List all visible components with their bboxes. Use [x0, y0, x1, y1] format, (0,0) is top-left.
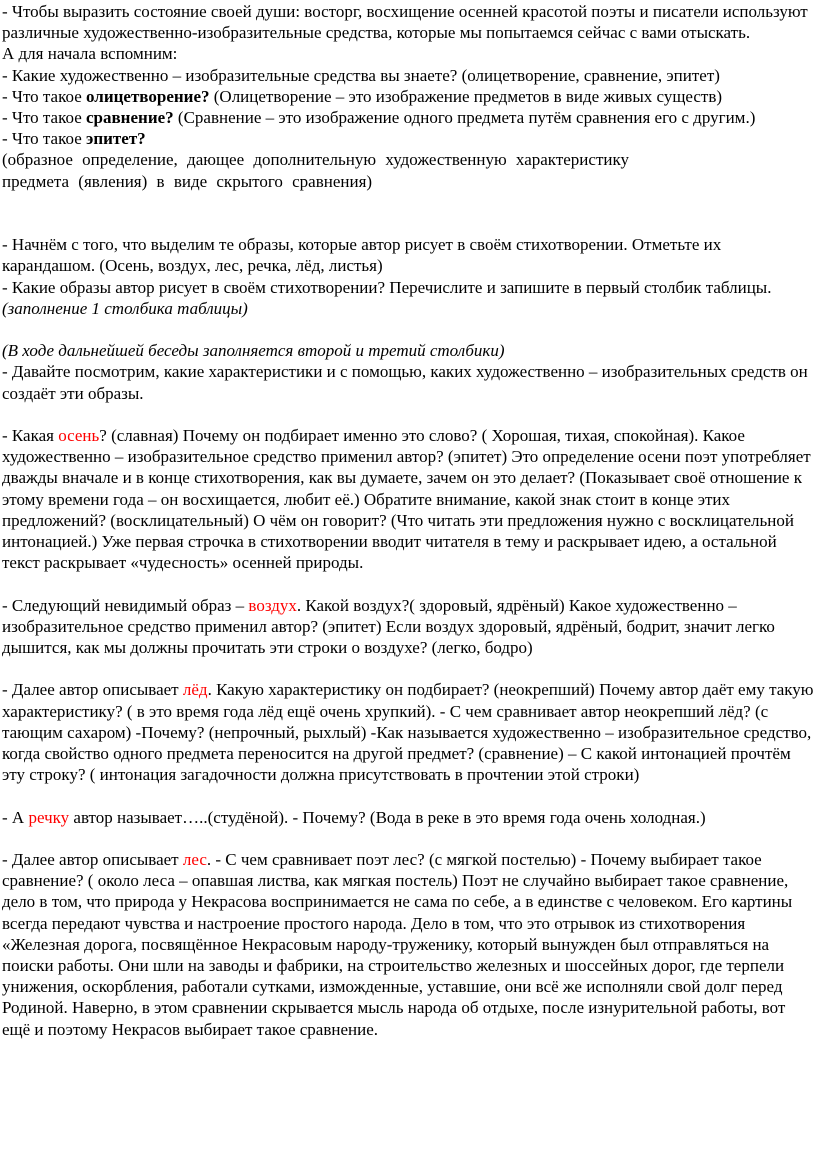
- task-list-paragraph: - Какие образы автор рисует в своём стихотворении? Перечислите и запишите в первый столбик таблицы. (заполнение 1 столбика таблицы): [2, 277, 772, 318]
- spacer: [2, 404, 814, 425]
- image-word-air: воздух: [248, 595, 297, 615]
- question-comparison: - Что такое сравнение? (Сравнение – это изображение одного предмета путём сравнения его с другим.): [2, 108, 756, 128]
- term-epithet: эпитет?: [86, 129, 146, 149]
- task-list-note: (заполнение 1 столбика таблицы): [2, 298, 248, 318]
- spacer: [2, 319, 814, 340]
- look-paragraph: - Давайте посмотрим, какие характеристики и с помощью, каких художественно – изобразительных средств он создаёт эти образы.: [2, 362, 808, 403]
- image-word-river: речку: [28, 807, 70, 827]
- epithet-definition-line-1: (образное определение, дающее дополнительную художественную характеристику: [2, 150, 629, 170]
- spacer: [2, 785, 814, 806]
- forest-paragraph: - Далее автор описывает лес. - С чем сравнивает поэт лес? (с мягкой постелью) - Почему выбирает такое сравнение? ( около леса – опавшая листва, как мягкая постель) Поэт не случайно выбирает такое сравнение, дело в том, что природа у Некрасова воспринимается не сама по себе, а в единстве с человеком. Его картины всегда передают чувства и настроение простого народа. Дело в том, что это отрывок из стихотворения «Железная дорога, посвящённое Некрасовым народу-труженику, который вынужден был отправляться на поиски работы. Они шли на заводы и фабрики, на строительство железных и шоссейных дорог, где терпели унижения, оскорбления, работали сутками, изможденные, уставшие, они всё же исполняли свой долг перед Родиной. Наверно, в этом сравнении скрывается мысль народа об отдыхе, после изнурительной работы, вот ещё и поэтому Некрасов выбирает такое сравнение.: [2, 850, 793, 1039]
- term-comparison: сравнение?: [86, 108, 174, 128]
- image-word-forest: лес: [182, 850, 207, 870]
- question-personification: - Что такое олицетворение? (Олицетворение – это изображение предметов в виде живых существ): [2, 86, 723, 106]
- question-epithet: - Что такое эпитет?: [2, 129, 146, 149]
- autumn-paragraph: - Какая осень? (славная) Почему он подбирает именно это слово? ( Хорошая, тихая, спокойная). Какое художественно – изобразительное средство применил автор? (эпитет) Это определение осени поэт употребляет дважды вначале и в конце стихотворения, как вы думаете, зачем он это делает? (Показывает своё отношение к этому времени года – он восхищается, любит её.) Обратите внимание, какой знак стоит в конце этих предложений? (восклицательный) О чём он говорит? (Что читать эти предложения нужно с восклицательной интонацией.) Уже первая строчка в стихотворении вводит читателя в тему и раскрывает идею, а остальной текст раскрывает «чудесность» осенней природы.: [2, 426, 811, 573]
- question-means: - Какие художественно – изобразительные средства вы знаете? (олицетворение, сравнение, эпитет): [2, 65, 720, 85]
- spacer: [2, 828, 814, 849]
- intro-paragraph: - Чтобы выразить состояние своей души: восторг, восхищение осенней красотой поэты и писатели используют различные художественно-изобразительные средства, которые мы попытаемся сейчас с вами отыскать.: [2, 2, 808, 43]
- spacer: [2, 192, 814, 234]
- image-word-autumn: осень: [58, 426, 100, 446]
- ice-paragraph: - Далее автор описывает лёд. Какую характеристику он подбирает? (неокрепший) Почему автор даёт ему такую характеристику? ( в это время года лёд ещё очень хрупкий). - С чем сравнивает автор неокрепший лёд? (с тающим сахаром) -Почему? (непрочный, рыхлый) -Как называется художественно – изобразительное средство, когда свойство одного предмета переносится на другой предмет? (сравнение) – С какой интонацией прочтём эту строку? ( интонация загадочности должна присутствовать в прочтении этой строки): [2, 680, 814, 785]
- river-paragraph: - А речку автор называет…..(студёной). - Почему? (Вода в реке в это время года очень холодная.): [2, 807, 706, 827]
- spacer: [2, 573, 814, 594]
- epithet-definition-line-2: предмета (явления) в виде скрытого сравнения): [2, 171, 373, 191]
- columns-note: (В ходе дальнейшей беседы заполняется второй и третий столбики): [2, 341, 505, 361]
- air-paragraph: - Следующий невидимый образ – воздух. Какой воздух?( здоровый, ядрёный) Какое художественно – изобразительное средство применил автор? (эпитет) Если воздух здоровый, ядрёный, бодрит, значит легко дышится, как мы должны прочитать эти строки о воздухе? (легко, бодро): [2, 595, 775, 658]
- spacer: [2, 658, 814, 679]
- term-personification: олицетворение?: [86, 86, 210, 106]
- recall-line: А для начала вспомним:: [2, 44, 178, 64]
- image-word-ice: лёд: [182, 680, 208, 700]
- task-images-paragraph: - Начнём с того, что выделим те образы, которые автор рисует в своём стихотворении. Отметьте их карандашом. (Осень, воздух, лес, речка, лёд, листья): [2, 235, 722, 276]
